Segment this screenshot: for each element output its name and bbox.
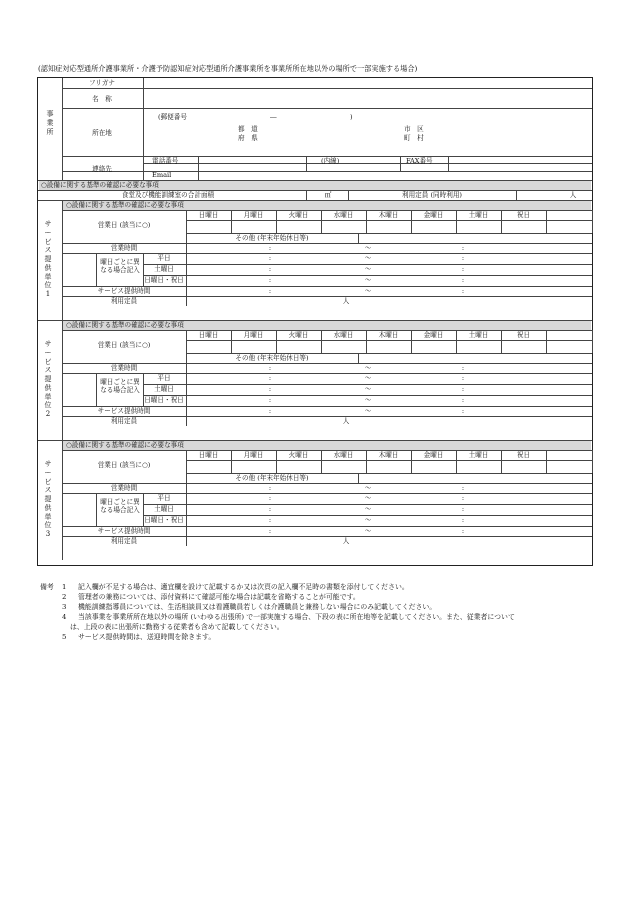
service-hours-label: サービス提供時間	[97, 527, 151, 535]
tilde-mark: ～	[364, 407, 372, 415]
weekday-hours-input[interactable]	[186, 395, 592, 406]
address-input[interactable]	[143, 108, 592, 156]
day-checkbox[interactable]	[231, 220, 276, 233]
unit-header: ○設備に関する基準の確認に必要な事項	[66, 440, 184, 449]
note-number: 4	[62, 613, 67, 621]
tilde-mark: ～	[364, 254, 372, 262]
colon-mark: :	[461, 276, 465, 284]
tilde-mark: ～	[364, 364, 372, 372]
colon-mark: :	[461, 244, 465, 252]
person-unit: 人	[342, 297, 350, 305]
postal-dash: ―	[270, 113, 277, 121]
business-days-label: 営業日 (該当に○)	[97, 461, 151, 469]
person-unit: 人	[342, 537, 350, 545]
day-header-7: 土曜日	[468, 451, 489, 459]
day-checkbox[interactable]	[186, 220, 231, 233]
note-1	[40, 582, 600, 592]
weekday-hours-input[interactable]	[186, 384, 592, 395]
grid-line	[62, 171, 592, 172]
day-checkbox[interactable]	[321, 460, 366, 473]
note-text: 管理者の兼務については、添付資料にて確認可能な場合は記載を省略することが可能です。	[78, 593, 360, 601]
other-label: その他 (年末年始休日等)	[235, 354, 309, 362]
notes	[40, 582, 600, 642]
day-header-6: 金曜日	[423, 331, 444, 339]
name-label: 名 称	[92, 95, 112, 103]
day-header-7: 土曜日	[468, 211, 489, 219]
colon-mark: :	[268, 505, 272, 513]
grid-line	[62, 330, 592, 331]
other-input[interactable]	[358, 353, 592, 363]
day-checkbox[interactable]	[186, 460, 231, 473]
colon-mark: :	[461, 385, 465, 393]
colon-mark: :	[268, 287, 272, 295]
phone-input[interactable]	[198, 156, 306, 163]
differing-days-label: 曜日ごとに異なる場合記入	[100, 378, 140, 394]
weekday-hours-input[interactable]	[186, 275, 592, 286]
day-header-6: 金曜日	[423, 451, 444, 459]
day-checkbox[interactable]	[231, 460, 276, 473]
differing-days-label: 曜日ごとに異なる場合記入	[100, 498, 140, 514]
day-header-2: 月曜日	[243, 211, 264, 219]
address-label: 所在地	[92, 129, 112, 137]
unit-1-label: サービス提供単位1	[44, 220, 52, 298]
fax-label: FAX番号	[406, 157, 433, 165]
service-hours-label: サービス提供時間	[97, 407, 151, 415]
colon-mark: :	[268, 364, 272, 372]
email-label: Email	[152, 171, 172, 179]
business-days-label: 営業日 (該当に○)	[97, 341, 151, 349]
day-checkbox[interactable]	[411, 460, 456, 473]
unit-capacity-label: 利用定員	[110, 297, 138, 305]
tilde-mark: ～	[364, 374, 372, 382]
grid-line	[62, 320, 63, 440]
note-4-continued: は、上段の表に出張所に勤務する従業者も含めて記載してください。	[70, 623, 284, 631]
grid-line	[592, 330, 593, 353]
grid-line	[186, 473, 187, 483]
grid-line	[62, 200, 63, 320]
day-checkbox[interactable]	[501, 220, 546, 233]
application-form	[37, 77, 593, 566]
business-days-label: 営業日 (該当に○)	[97, 221, 151, 229]
tilde-mark: ～	[364, 287, 372, 295]
colon-mark: :	[268, 244, 272, 252]
day-header-8: 祝日	[516, 331, 531, 339]
colon-mark: :	[268, 516, 272, 524]
colon-mark: :	[268, 265, 272, 273]
day-checkbox[interactable]	[366, 220, 411, 233]
colon-mark: :	[461, 396, 465, 404]
tilde-mark: ～	[364, 516, 372, 524]
colon-mark: :	[461, 287, 465, 295]
hours-input[interactable]	[186, 483, 592, 493]
saturday-label: 土曜日	[154, 505, 174, 513]
day-checkbox[interactable]	[186, 340, 231, 353]
colon-mark: :	[268, 407, 272, 415]
grid-line	[358, 353, 359, 363]
tilde-mark: ～	[364, 276, 372, 284]
colon-mark: :	[268, 527, 272, 535]
grid-line	[358, 233, 359, 243]
area-unit: ㎡	[324, 191, 332, 199]
day-checkbox[interactable]	[411, 340, 456, 353]
colon-mark: :	[268, 494, 272, 502]
day-header-7: 土曜日	[468, 331, 489, 339]
grid-line	[358, 473, 359, 483]
grid-line	[348, 190, 349, 200]
grid-line	[546, 210, 547, 233]
colon-mark: :	[461, 494, 465, 502]
extension-label: (内線)	[321, 157, 340, 165]
colon-mark: :	[461, 374, 465, 382]
tilde-mark: ～	[364, 505, 372, 513]
weekday-hours-input[interactable]	[186, 515, 592, 526]
tilde-mark: ～	[364, 265, 372, 273]
colon-mark: :	[461, 527, 465, 535]
weekday-hours-input[interactable]	[186, 373, 592, 384]
city-label: 町 村	[404, 134, 424, 142]
colon-mark: :	[461, 484, 465, 492]
day-header-1: 日曜日	[198, 211, 219, 219]
hours-label: 営業時間	[110, 244, 138, 252]
colon-mark: :	[461, 364, 465, 372]
postal-label: (郵便番号	[158, 113, 187, 121]
grid-line	[186, 353, 187, 363]
note-text: サービス提供時間は、送迎時間を除きます。	[78, 633, 216, 641]
day-header-3: 火曜日	[288, 451, 309, 459]
other-label: その他 (年末年始休日等)	[235, 474, 309, 482]
facility-header: ○設備に関する基準の確認に必要な事項	[41, 181, 159, 189]
note-2	[40, 592, 600, 602]
day-checkbox[interactable]	[456, 460, 501, 473]
weekday-label: 平日	[157, 374, 171, 382]
day-checkbox[interactable]	[321, 340, 366, 353]
colon-mark: :	[461, 516, 465, 524]
person-unit: 人	[342, 417, 350, 425]
service-hours-label: サービス提供時間	[97, 287, 151, 295]
day-header-4: 水曜日	[333, 451, 354, 459]
city-label: 市 区	[404, 125, 424, 133]
form-caption: (認知症対応型通所介護事業所・介護予防認知症対応型通所介護事業所を事業所所在地以外の場所で一部実施する場合)	[38, 64, 418, 73]
prefecture-label: 府 県	[238, 134, 258, 142]
grid-line	[592, 450, 593, 473]
grid-line	[186, 233, 187, 243]
note-number: 1	[62, 583, 67, 591]
colon-mark: :	[268, 276, 272, 284]
day-header-5: 木曜日	[378, 211, 399, 219]
furigana-label: フリガナ	[88, 79, 116, 87]
note-number: 2	[62, 593, 67, 601]
day-header-5: 木曜日	[378, 331, 399, 339]
note-4	[40, 612, 600, 622]
grid-line	[96, 493, 97, 526]
day-checkbox[interactable]	[231, 340, 276, 353]
saturday-label: 土曜日	[154, 385, 174, 393]
phone-label: 電話番号	[152, 157, 179, 165]
day-header-1: 日曜日	[198, 451, 219, 459]
day-header-8: 祝日	[516, 211, 531, 219]
day-checkbox[interactable]	[501, 460, 546, 473]
weekday-label: 平日	[157, 254, 171, 262]
name-input[interactable]	[143, 88, 592, 108]
colon-mark: :	[268, 385, 272, 393]
day-header-6: 金曜日	[423, 211, 444, 219]
office-section-label: 事業所	[46, 110, 54, 136]
differing-days-label: 曜日ごとに異なる場合記入	[100, 258, 140, 274]
weekday-label: 平日	[157, 494, 171, 502]
furigana-input[interactable]	[143, 78, 592, 88]
unit-capacity-input[interactable]	[186, 536, 592, 546]
service-hours-input[interactable]	[186, 406, 592, 416]
colon-mark: :	[268, 254, 272, 262]
service-hours-input[interactable]	[186, 526, 592, 536]
tilde-mark: ～	[364, 494, 372, 502]
capacity-input[interactable]	[516, 190, 564, 200]
tilde-mark: ～	[364, 396, 372, 404]
other-label: その他 (年末年始休日等)	[235, 234, 309, 242]
contact-label: 連絡先	[92, 165, 112, 173]
note-text: 当該事業を事業所所在地以外の場所 (いわゆる出張所) で一部実施する場合、下段の表に所在地等を記載してください。また、従業者について	[78, 613, 515, 621]
colon-mark: :	[268, 484, 272, 492]
day-header-3: 火曜日	[288, 331, 309, 339]
grid-line	[62, 78, 63, 180]
unit-2-label: サービス提供単位2	[44, 340, 52, 418]
other-input[interactable]	[358, 473, 592, 483]
grid-line	[546, 450, 547, 473]
email-input[interactable]	[198, 163, 592, 171]
grid-line	[96, 373, 97, 406]
sun-holiday-label: 日曜日・祝日	[144, 276, 184, 284]
weekday-hours-input[interactable]	[186, 253, 592, 264]
sun-holiday-label: 日曜日・祝日	[144, 396, 184, 404]
hours-label: 営業時間	[110, 364, 138, 372]
postal-close: )	[350, 113, 353, 121]
tilde-mark: ～	[364, 527, 372, 535]
day-checkbox[interactable]	[276, 460, 321, 473]
day-header-2: 月曜日	[243, 451, 264, 459]
unit-capacity-label: 利用定員	[110, 417, 138, 425]
unit-header: ○設備に関する基準の確認に必要な事項	[66, 320, 184, 329]
day-header-4: 水曜日	[333, 331, 354, 339]
hours-input[interactable]	[186, 363, 592, 373]
day-header-3: 火曜日	[288, 211, 309, 219]
tilde-mark: ～	[364, 484, 372, 492]
area-input[interactable]	[270, 190, 306, 200]
grid-line	[62, 210, 592, 211]
sun-holiday-label: 日曜日・祝日	[144, 516, 184, 524]
day-checkbox[interactable]	[501, 340, 546, 353]
prefecture-label: 都 道	[238, 125, 258, 133]
day-checkbox[interactable]	[366, 340, 411, 353]
day-checkbox[interactable]	[276, 340, 321, 353]
day-header-1: 日曜日	[198, 331, 219, 339]
weekday-hours-input[interactable]	[186, 504, 592, 515]
day-checkbox[interactable]	[276, 220, 321, 233]
area-label: 食堂及び機能訓練室の合計面積	[121, 191, 215, 199]
unit-capacity-input[interactable]	[186, 416, 592, 426]
day-checkbox[interactable]	[456, 220, 501, 233]
grid-line	[62, 450, 592, 451]
notes-title: 備考	[40, 583, 54, 591]
tilde-mark: ～	[364, 244, 372, 252]
grid-line	[62, 440, 63, 560]
unit-capacity-label: 利用定員	[110, 537, 138, 545]
fax-input[interactable]	[448, 156, 592, 163]
day-header-5: 木曜日	[378, 451, 399, 459]
note-number: 5	[62, 633, 67, 641]
capacity-unit: 人	[569, 191, 577, 199]
weekday-hours-input[interactable]	[186, 493, 592, 504]
grid-line	[306, 190, 307, 200]
day-checkbox[interactable]	[321, 220, 366, 233]
grid-line	[96, 253, 97, 286]
grid-line	[592, 210, 593, 233]
day-header-4: 水曜日	[333, 211, 354, 219]
unit-header: ○設備に関する基準の確認に必要な事項	[66, 200, 184, 209]
tilde-mark: ～	[364, 385, 372, 393]
note-number: 3	[62, 603, 67, 611]
note-5	[40, 632, 600, 642]
colon-mark: :	[461, 407, 465, 415]
note-text: 記入欄が不足する場合は、適宜欄を設けて記載するか又は次頁の記入欄不足時の書類を添付してください。	[78, 583, 409, 591]
day-checkbox[interactable]	[456, 340, 501, 353]
colon-mark: :	[461, 254, 465, 262]
service-hours-input[interactable]	[186, 286, 592, 296]
other-input[interactable]	[358, 233, 592, 243]
unit-capacity-input[interactable]	[186, 296, 592, 306]
day-header-8: 祝日	[516, 451, 531, 459]
saturday-label: 土曜日	[154, 265, 174, 273]
hours-input[interactable]	[186, 243, 592, 253]
grid-line	[546, 330, 547, 353]
day-header-2: 月曜日	[243, 331, 264, 339]
day-checkbox[interactable]	[366, 460, 411, 473]
unit-3-label: サービス提供単位3	[44, 460, 52, 538]
colon-mark: :	[461, 265, 465, 273]
colon-mark: :	[268, 374, 272, 382]
note-3	[40, 602, 600, 612]
hours-label: 営業時間	[110, 484, 138, 492]
colon-mark: :	[268, 396, 272, 404]
colon-mark: :	[461, 505, 465, 513]
note-text: 機能訓練指導員については、生活相談員又は看護職員若しくは介護職員と兼務しない場合にのみ記載してください。	[78, 603, 437, 611]
weekday-hours-input[interactable]	[186, 264, 592, 275]
day-checkbox[interactable]	[411, 220, 456, 233]
capacity-label: 利用定員 (同時利用)	[402, 191, 462, 199]
